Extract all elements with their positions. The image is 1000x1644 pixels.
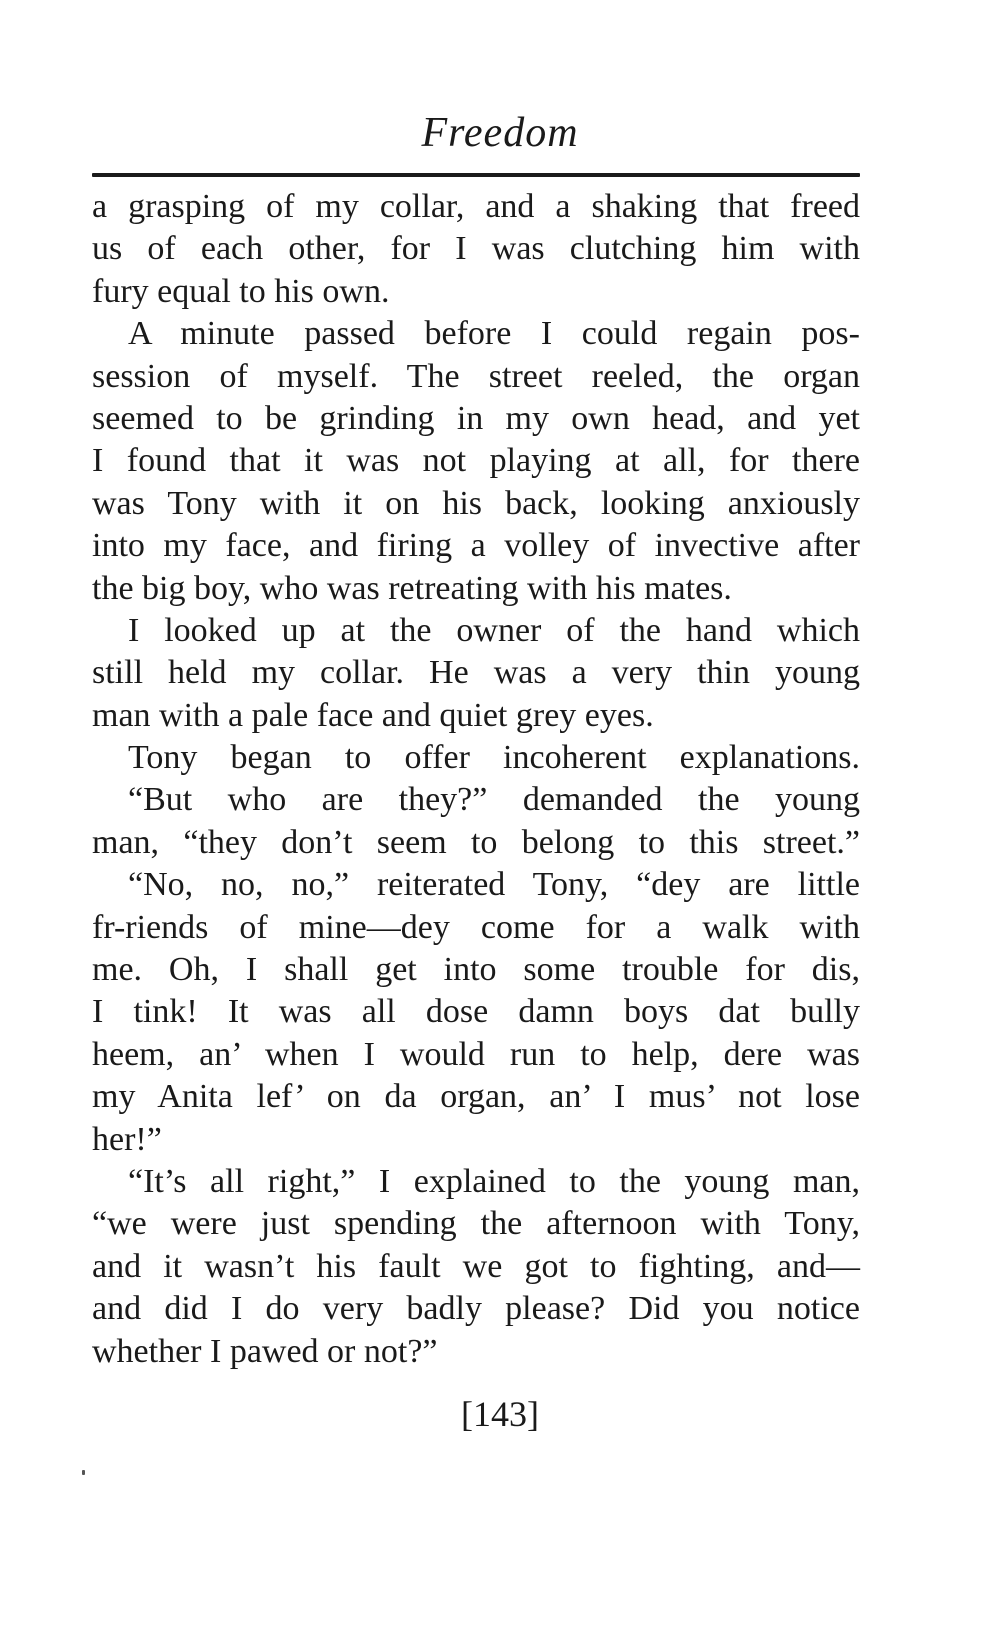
text-line: “But who are they?” demanded the young [128,781,860,819]
text-line: fury equal to his own. [92,272,390,310]
text-line: whether I pawed or not?” [92,1332,438,1370]
text-line: her!” [92,1120,162,1158]
body-text [92,186,860,1373]
print-speck [82,1470,85,1475]
text-line: us of each other, for I was clutching him with [92,230,860,268]
text-line: me. Oh, I shall get into some trouble for dis, [92,951,860,989]
text-line: heem, an’ when I would run to help, dere was [92,1035,860,1073]
text-line: still held my collar. He was a very thin young [92,654,860,692]
paragraph [92,313,860,610]
paragraph [92,737,860,779]
text-line: man, “they don’t seem to belong to this street.” [92,823,860,861]
text-line: the big boy, who was retreating with his mates. [92,569,732,607]
text-line: I found that it was not playing at all, for there [92,442,860,480]
text-line: into my face, and firing a volley of invective after [92,527,860,565]
paragraph [92,779,860,864]
text-line: a grasping of my collar, and a shaking that freed [92,188,860,225]
text-line: session of myself. The street reeled, the organ [92,357,860,395]
text-line: seemed to be grinding in my own head, and yet [92,399,860,437]
text-line: Tony began to offer incoherent explanations. [128,739,860,777]
text-line: I looked up at the owner of the hand which [128,611,860,649]
text-line: “we were just spending the afternoon with Tony, [92,1205,860,1243]
text-line: and it wasn’t his fault we got to fighting, and— [92,1247,860,1285]
header-rule [92,173,860,177]
text-line: my Anita lef’ on da organ, an’ I mus’ not lose [92,1078,860,1116]
paragraph [92,186,860,313]
paragraph [92,864,860,1161]
text-line: was Tony with it on his back, looking anxiously [92,484,860,522]
paragraph [92,610,860,737]
text-line: man with a pale face and quiet grey eyes. [92,696,654,734]
text-line: fr-riends of mine—dey come for a walk with [92,908,860,946]
text-line: “No, no, no,” reiterated Tony, “dey are little [128,866,860,904]
text-line: and did I do very badly please? Did you notice [92,1290,860,1328]
page-number: [143] [461,1394,539,1434]
text-line: I tink! It was all dose damn boys dat bully [92,993,860,1031]
paragraph [92,1161,860,1373]
running-head: Freedom [421,110,579,156]
text-line: A minute passed before I could regain pos- [128,315,860,353]
text-line: “It’s all right,” I explained to the young man, [128,1162,860,1200]
